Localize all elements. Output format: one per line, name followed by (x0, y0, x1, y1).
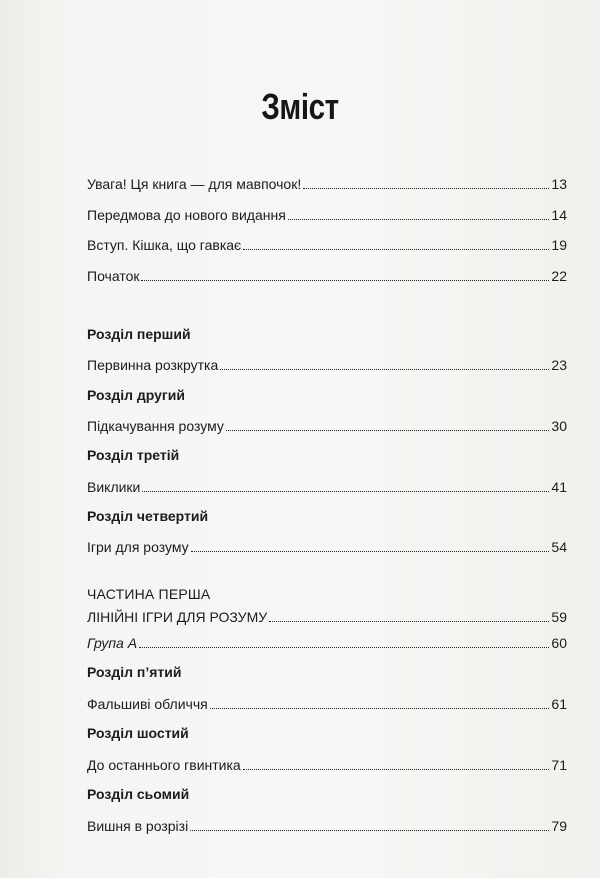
chapter-heading: Розділ п’ятий (87, 664, 182, 680)
toc-entry-warning (87, 172, 567, 192)
toc-page-number: 13 (551, 176, 567, 192)
toc-entry-group (87, 631, 567, 651)
chapter-heading: Розділ третій (87, 447, 180, 463)
toc-page-number: 61 (551, 696, 567, 712)
toc-entry-text: ЛІНІЙНІ ІГРИ ДЛЯ РОЗУМУ (87, 609, 268, 625)
toc-entry-text: Початок (87, 268, 140, 284)
dot-leader (303, 188, 549, 189)
dot-leader (243, 769, 550, 770)
toc-page-number: 23 (551, 357, 567, 373)
toc-entry-text: Первинна розкрутка (87, 357, 219, 373)
toc-entry-text: Ігри для розуму (87, 539, 189, 555)
toc-entry-text: Передмова до нового видання (87, 207, 286, 223)
toc-page-number: 19 (551, 237, 567, 253)
dot-leader (243, 249, 549, 250)
toc-entry-text: Вступ. Кішка, що гавкає (87, 237, 242, 253)
toc-entry (87, 475, 567, 495)
toc-page-number: 41 (551, 479, 567, 495)
toc-entry-preface (87, 203, 567, 223)
toc-entry-beginning (87, 264, 567, 284)
chapter-heading: Розділ четвертий (87, 508, 209, 524)
part-label: ЧАСТИНА ПЕРША (87, 586, 211, 602)
toc-page-number: 54 (551, 539, 567, 555)
toc-entry-text: Підкачування розуму (87, 418, 224, 434)
toc-page-number: 22 (551, 268, 567, 284)
dot-leader (210, 708, 550, 709)
dot-leader (269, 621, 549, 622)
toc-entry-text: Група А (87, 635, 138, 651)
toc-page-number: 60 (551, 635, 567, 651)
chapter-heading: Розділ другий (87, 387, 185, 403)
chapter-heading: Розділ перший (87, 326, 191, 342)
toc-page-number: 79 (551, 818, 567, 834)
toc-entry-text: Увага! Ця книга — для мавпочок! (87, 176, 302, 192)
toc-entry-text: Вишня в розрізі (87, 818, 189, 834)
toc-entry-part-title (87, 605, 567, 625)
toc-page-number: 30 (551, 418, 567, 434)
toc-entry (87, 353, 567, 373)
chapter-heading: Розділ сьомий (87, 786, 190, 802)
toc-entry (87, 814, 567, 834)
toc-entry-text: Фальшиві обличчя (87, 696, 208, 712)
dot-leader (141, 280, 549, 281)
dot-leader (288, 219, 550, 220)
toc-entry-text: Виклики (87, 479, 141, 495)
dot-leader (139, 647, 549, 648)
dot-leader (191, 551, 550, 552)
chapter-heading: Розділ шостий (87, 725, 189, 741)
toc-page-number: 14 (551, 207, 567, 223)
dot-leader (226, 430, 550, 431)
toc-page-number: 71 (551, 757, 567, 773)
toc-entry (87, 535, 567, 555)
toc-entry (87, 692, 567, 712)
dot-leader (190, 830, 549, 831)
toc-entry (87, 414, 567, 434)
dot-leader (220, 369, 549, 370)
toc-entry (87, 753, 567, 773)
toc-page-number: 59 (551, 609, 567, 625)
toc-entry-text: До останнього гвинтика (87, 757, 241, 773)
dot-leader (142, 491, 549, 492)
toc-entry-introduction (87, 233, 567, 253)
page-title: Зміст (261, 86, 339, 127)
